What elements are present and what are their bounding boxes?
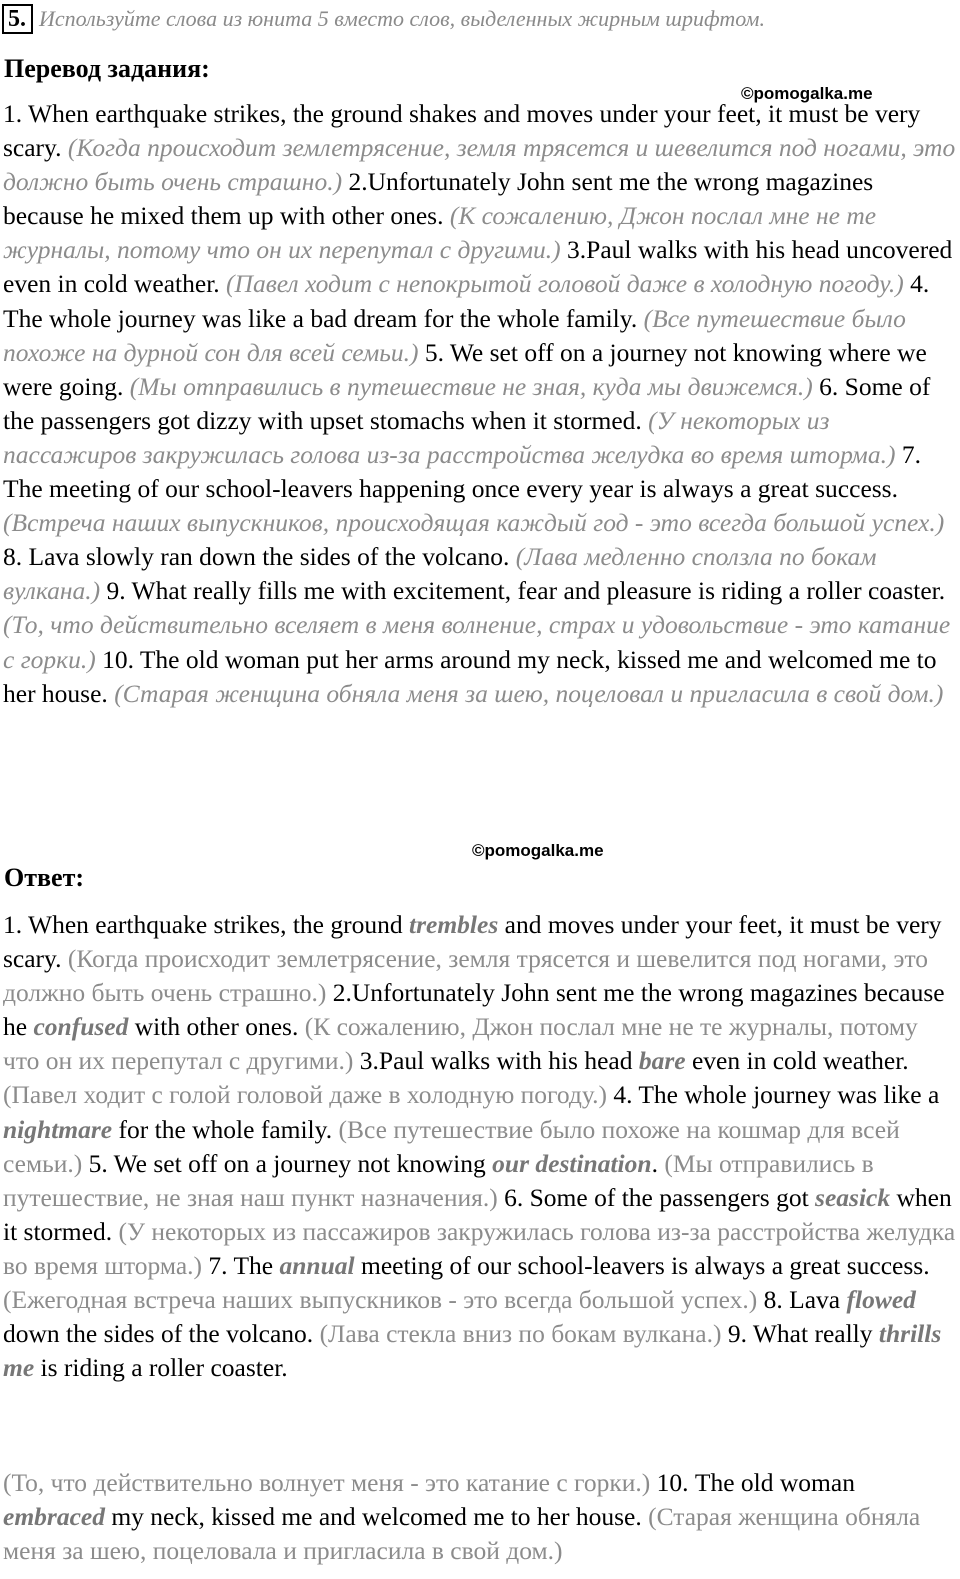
translation-heading: Перевод задания: xyxy=(4,54,210,83)
russian-translation: (Ежегодная встреча наших выпускников - это всегда большой успех.) xyxy=(3,1285,764,1315)
russian-translation: (Встреча наших выпускников, происходящая каждый год - это всегда большой успех.) xyxy=(3,508,945,538)
answer-heading: Ответ: xyxy=(4,863,85,892)
english-sentence: 10. The old woman put her arms around my neck, kissed me and welcomed me to her house. xyxy=(3,644,937,708)
english-sentence: 8. Lava xyxy=(763,1285,847,1315)
english-sentence: 2.Unfortunately John sent me the wrong magazines because he xyxy=(3,978,945,1042)
english-sentence: 6. Some of the passengers got xyxy=(504,1182,816,1212)
english-sentence: down the sides of the volcano. xyxy=(3,1319,320,1349)
english-sentence: with other ones. xyxy=(128,1012,305,1042)
answer-word: flowed xyxy=(846,1285,916,1315)
russian-translation: (Когда происходит землетрясение, земля трясется и шевелится под ногами, это должно быть очень страшно.) xyxy=(3,944,929,1008)
translation-paragraph xyxy=(3,97,958,711)
answer-word: seasick xyxy=(815,1182,891,1212)
russian-translation: (Павел ходит с голой головой даже в холодную погоду.) xyxy=(3,1080,614,1110)
english-sentence: 4. The whole journey was like a bad dream for the whole family. xyxy=(3,269,930,333)
answer-word: annual xyxy=(279,1250,355,1280)
russian-translation: (Лава стекла вниз по бокам вулкана.) xyxy=(319,1319,728,1349)
task-instruction: Используйте слова из юнита 5 вместо слов, выделенных жирным шрифтом. xyxy=(39,6,765,31)
russian-translation: (Павел ходит с непокрытой головой даже в холодную погоду.) xyxy=(226,269,911,299)
english-sentence: 1. When earthquake strikes, the ground shakes and moves under your feet, it must be very scary. xyxy=(3,99,921,163)
answer-word: confused xyxy=(33,1012,129,1042)
russian-translation: (Старая женщина обняла меня за шею, поцеловала и пригласила в свой дом.) xyxy=(3,1502,921,1565)
answer-word: trembles xyxy=(409,910,499,939)
english-sentence: meeting of our school-leavers is always a great success. xyxy=(354,1250,930,1280)
english-sentence: for the whole family. xyxy=(112,1114,339,1144)
russian-translation: (То, что действительно вселяет в меня волнение, страх и удовольствие - это катание с горки.) xyxy=(3,610,951,674)
english-sentence: and moves under your feet, it must be very scary. xyxy=(3,910,942,974)
answer-word: bare xyxy=(638,1046,686,1076)
russian-translation: (Все путешествие было похоже на дурной сон для всей семьи.) xyxy=(3,303,906,367)
english-sentence: 9. What really fills me with excitement, fear and pleasure is riding a roller coaster. xyxy=(106,576,946,606)
english-sentence: 1. When earthquake strikes, the ground xyxy=(3,910,409,939)
english-sentence: 7. The xyxy=(208,1250,280,1280)
english-sentence: 8. Lava slowly ran down the sides of the volcano. xyxy=(3,542,516,572)
russian-translation: (Старая женщина обняла меня за шею, поцеловал и пригласила в свой дом.) xyxy=(114,678,944,708)
english-sentence: 7. The meeting of our school-leavers happening once every year is always a great success. xyxy=(3,439,921,504)
russian-translation: (У некоторых из пассажиров закружилась голова из-за расстройства желудка во время шторма.) xyxy=(3,405,902,469)
answer-word: embraced xyxy=(3,1502,105,1531)
english-sentence: when it stormed. xyxy=(3,1182,952,1246)
english-sentence: my neck, kissed me and welcomed me to her house. xyxy=(104,1502,649,1531)
english-sentence: 3.Paul walks with his head xyxy=(359,1046,639,1076)
english-sentence: 4. The whole journey was like a xyxy=(613,1080,940,1110)
russian-translation: (К сожалению, Джон послал мне не те журналы, потому что он их перепутал с другими.) xyxy=(3,1012,918,1076)
russian-translation: (Когда происходит землетрясение, земля трясется и шевелится под ногами, это должно быть очень страшно.) xyxy=(3,133,956,197)
russian-translation: (К сожалению, Джон послал мне не те журналы, потому что он их перепутал с другими.) xyxy=(3,201,877,265)
task-header xyxy=(2,4,765,34)
russian-translation: (Мы отправились в путешествие не зная, куда мы движемся.) xyxy=(129,371,820,401)
russian-translation: (У некоторых из пассажиров закружилась голова из-за расстройства желудка во время шторма.) xyxy=(3,1216,956,1280)
russian-translation: (Все путешествие было похоже на кошмар для всей семьи.) xyxy=(3,1114,900,1178)
english-sentence: 5. We set off on a journey not knowing where we were going. xyxy=(3,337,927,401)
english-sentence: 5. We set off on a journey not knowing xyxy=(88,1148,493,1178)
english-sentence: 2.Unfortunately John sent me the wrong magazines because he mixed them up with other ones. xyxy=(3,167,874,231)
russian-translation: (Лава медленно сползла по бокам вулкана.) xyxy=(3,542,877,606)
answer-word: nightmare xyxy=(3,1114,113,1144)
task-number: 5. xyxy=(2,4,33,34)
english-sentence: 3.Paul walks with his head uncovered even in cold weather. xyxy=(3,235,953,299)
russian-translation: (Мы отправились в путешествие, не зная наш пункт назначения.) xyxy=(3,1148,874,1212)
english-sentence: is riding a roller coaster. xyxy=(34,1353,288,1383)
answer-paragraph-end xyxy=(3,1466,958,1568)
answer-word: our destination xyxy=(492,1148,652,1178)
english-sentence: even in cold weather. xyxy=(685,1046,909,1076)
answer-word: thrills me xyxy=(3,1319,942,1383)
english-sentence: 10. The old woman xyxy=(656,1468,855,1497)
russian-translation: (То, что действительно волнует меня - это катание с горки.) xyxy=(3,1468,657,1497)
watermark-middle: ©pomogalka.me xyxy=(472,841,604,860)
english-sentence: 6. Some of the passengers got dizzy with upset stomachs when it stormed. xyxy=(3,371,931,435)
english-sentence: 9. What really xyxy=(727,1319,879,1349)
english-sentence: . xyxy=(651,1148,665,1178)
answer-paragraph xyxy=(3,908,958,1385)
watermark-top: ©pomogalka.me xyxy=(741,84,873,103)
